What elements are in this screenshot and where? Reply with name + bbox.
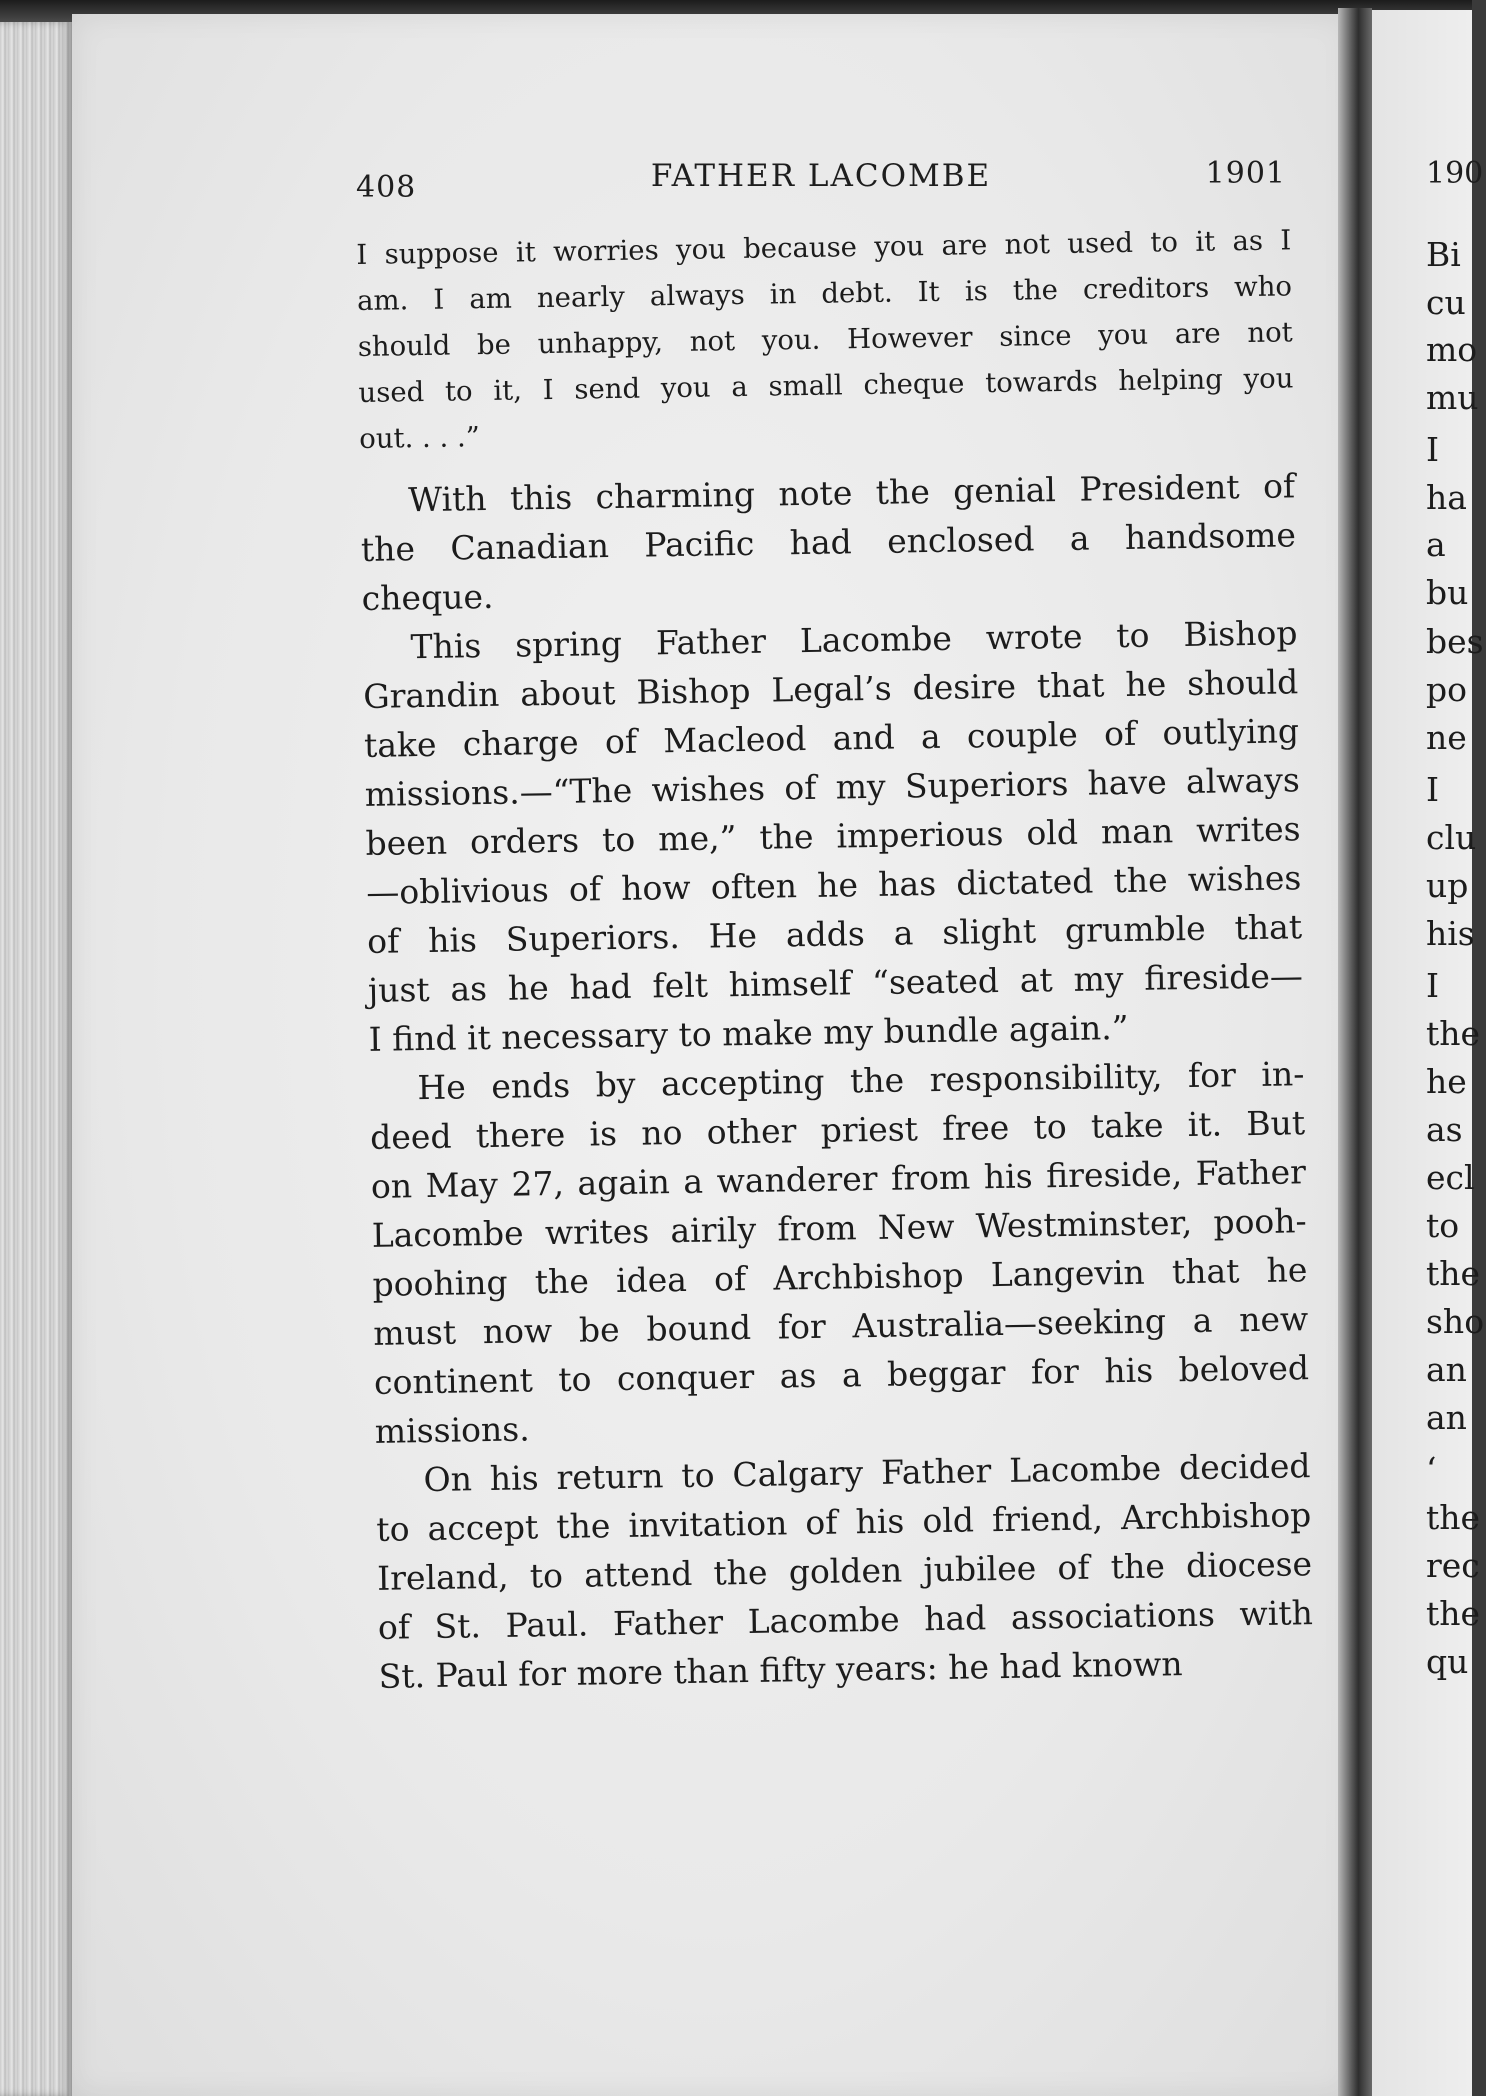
paragraph: [360, 461, 1297, 623]
text-line: poohing the idea of Archbishop Langevin that he: [372, 1250, 1308, 1304]
right-page-line-fragment: cu: [1426, 283, 1466, 322]
right-page-line-fragment: Bi: [1426, 235, 1461, 274]
text-line: deed there is no other priest free to take it. But: [369, 1103, 1306, 1157]
text-line: missions.: [374, 1409, 530, 1451]
text-line: just as he had felt himself “seated at my fireside—: [367, 956, 1304, 1010]
right-page-line-fragment: the: [1426, 1498, 1481, 1537]
right-page-line-fragment: the: [1426, 1014, 1481, 1053]
text-line: —oblivious of how often he has dictated the wishes: [366, 858, 1302, 912]
text-line: On his return to Calgary Father Lacombe decided: [423, 1446, 1311, 1500]
right-page-line-fragment: his: [1426, 914, 1475, 953]
right-page-line-fragment: rec: [1426, 1546, 1480, 1585]
right-page-line-fragment: he: [1426, 1062, 1467, 1101]
text-line: I suppose it worries you because you are not used to it as I: [356, 224, 1292, 271]
right-page-line-fragment: mu: [1426, 378, 1479, 417]
running-head: [356, 150, 1286, 205]
text-line: missions.—“The wishes of my Superiors have always: [364, 760, 1301, 814]
paragraph: [369, 1049, 1310, 1456]
page-number: 408: [356, 170, 417, 205]
right-page-line-fragment: an: [1426, 1350, 1467, 1389]
right-page-line-fragment: po: [1426, 670, 1467, 709]
text-line: With this charming note the genial President of: [407, 466, 1296, 520]
right-page-line-fragment: bes: [1426, 622, 1484, 661]
right-page-line-fragment: I: [1426, 770, 1440, 809]
right-page-line-fragment: clu: [1426, 818, 1477, 857]
text-line: take charge of Macleod and a couple of outlying: [363, 711, 1300, 765]
right-page-line-fragment: as: [1426, 1110, 1463, 1149]
right-page-line-fragment: to: [1426, 1206, 1460, 1245]
right-page-line-fragment: ha: [1426, 478, 1467, 517]
right-page-line-fragment: up: [1426, 866, 1469, 905]
right-page-line-fragment: the: [1426, 1254, 1481, 1293]
text-line: I find it necessary to make my bundle again.”: [368, 1007, 1129, 1059]
text-line: of St. Paul. Father Lacombe had associations with: [377, 1593, 1314, 1647]
right-page: [1372, 10, 1472, 2096]
right-page-line-fragment: qu: [1426, 1642, 1469, 1681]
right-page-line-fragment: ‘: [1426, 1450, 1437, 1489]
right-page-line-fragment: I: [1426, 966, 1440, 1005]
text-line: been orders to me,” the imperious old man writes: [365, 809, 1301, 863]
text-line: of his Superiors. He adds a slight grumble that: [366, 907, 1303, 961]
paragraph: [375, 1441, 1314, 1701]
right-page-line-fragment: ecl: [1426, 1158, 1475, 1197]
text-line: Grandin about Bishop Legal’s desire that he should: [362, 662, 1299, 716]
text-line: on May 27, again a wanderer from his fireside, Father: [370, 1152, 1307, 1206]
right-page-line-fragment: mo: [1426, 330, 1478, 369]
right-page-line-fragment: an: [1426, 1398, 1467, 1437]
book-page-edges: [0, 22, 72, 2096]
right-page-line-fragment: a: [1426, 525, 1446, 564]
text-line: out. . . .”: [359, 421, 481, 455]
text-line: used to it, I send you a small cheque towards helping you: [358, 362, 1294, 409]
text-line: This spring Father Lacombe wrote to Bishop: [410, 613, 1298, 667]
text-line: Ireland, to attend the golden jubilee of the diocese: [376, 1544, 1313, 1598]
right-page-line-fragment: bu: [1426, 573, 1469, 612]
text-line: should be unhappy, not you. However since you are not: [357, 316, 1293, 363]
text-line: to accept the invitation of his old friend, Archbishop: [376, 1495, 1312, 1549]
text-line: the Canadian Pacific had enclosed a handsome: [360, 515, 1297, 569]
page-title: FATHER LACOMBE: [650, 158, 992, 194]
paragraph: [362, 608, 1304, 1064]
page-text: [356, 217, 1314, 1701]
text-line: Lacombe writes airily from New Westminster, pooh-: [371, 1201, 1307, 1255]
page-year: 1901: [1205, 156, 1286, 191]
right-page-line-fragment: sho: [1426, 1302, 1485, 1341]
text-line: am. I am nearly always in debt. It is the creditors who: [356, 270, 1293, 317]
right-page-line-fragment: ne: [1426, 718, 1467, 757]
right-page-header-fragment: 190: [1426, 156, 1484, 191]
text-line: St. Paul for more than fifty years: he had known: [378, 1644, 1183, 1696]
text-line: cheque.: [361, 576, 494, 618]
quoted-letter: [356, 217, 1294, 462]
right-page-line-fragment: the: [1426, 1594, 1481, 1633]
text-line: must now be bound for Australia—seeking a new: [372, 1299, 1309, 1353]
book-gutter: [1338, 8, 1372, 2096]
text-line: continent to conquer as a beggar for his beloved: [373, 1348, 1310, 1402]
text-line: He ends by accepting the responsibility, for in-: [417, 1054, 1305, 1108]
right-page-line-fragment: I: [1426, 430, 1440, 469]
